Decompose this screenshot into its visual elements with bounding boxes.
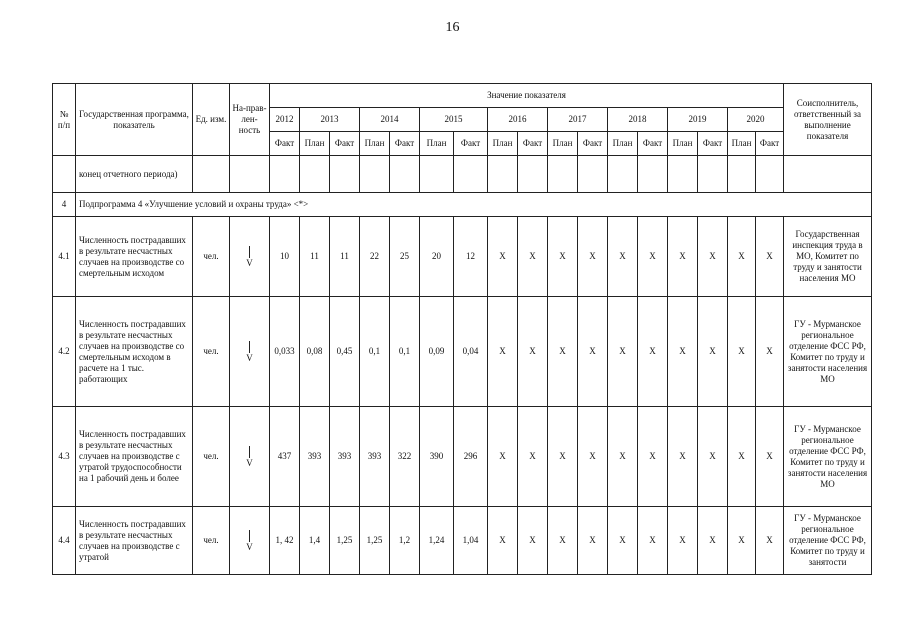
- row-responsible: ГУ - Мурманское региональное отделение ФСС РФ, Комитет по труду и занятости населения МО: [784, 297, 872, 407]
- row-value: X: [608, 507, 638, 575]
- row-value: X: [608, 407, 638, 507]
- year-2019: 2019: [668, 108, 728, 132]
- subprogram-title: Подпрограмма 4 «Улучшение условий и охраны труда» <*>: [76, 193, 872, 217]
- row-value: 1,2: [390, 507, 420, 575]
- direction-down-icon: [230, 407, 270, 507]
- subcolumn-label: План: [608, 132, 638, 156]
- header-program: Государственная программа, показатель: [76, 84, 193, 156]
- row-value: X: [578, 297, 608, 407]
- row-indicator-name: Численность пострадавших в результате несчастных случаев на производстве с утратой: [76, 507, 193, 575]
- row-value: 0,033: [270, 297, 300, 407]
- row-value: X: [518, 407, 548, 507]
- header-direction: На-прав-лен-ность: [230, 84, 270, 156]
- row-value: 393: [360, 407, 390, 507]
- row-value: 20: [420, 217, 454, 297]
- table-row: [53, 297, 872, 407]
- row-value: 1,24: [420, 507, 454, 575]
- row-value: 390: [420, 407, 454, 507]
- subcolumn-label: Факт: [270, 132, 300, 156]
- row-value: X: [756, 217, 784, 297]
- row-value: X: [698, 407, 728, 507]
- subcolumn-label: Факт: [698, 132, 728, 156]
- row-unit: чел.: [193, 297, 230, 407]
- row-value: X: [668, 507, 698, 575]
- row-indicator-name: Численность пострадавших в результате несчастных случаев на производстве со смертельным исходом: [76, 217, 193, 297]
- row-indicator-name: Численность пострадавших в результате несчастных случаев на производстве со смертельным исходом в расчете на 1 тыс. работающих: [76, 297, 193, 407]
- subcolumn-label: План: [488, 132, 518, 156]
- indicator-table: [52, 83, 872, 575]
- row-value: X: [488, 297, 518, 407]
- row-indicator-name: Численность пострадавших в результате несчастных случаев на производстве с утратой трудоспособности на 1 рабочий день и более: [76, 407, 193, 507]
- row-unit: чел.: [193, 217, 230, 297]
- header-row-1: [53, 84, 872, 108]
- subcolumn-label: План: [668, 132, 698, 156]
- direction-down-icon: [230, 297, 270, 407]
- row-value: X: [548, 507, 578, 575]
- page-number: 16: [445, 20, 460, 35]
- header-unit: Ед. изм.: [193, 84, 230, 156]
- row-num: 4.3: [53, 407, 76, 507]
- row-value: 1,25: [360, 507, 390, 575]
- table-row: [53, 217, 872, 297]
- row-value: 0,1: [390, 297, 420, 407]
- row-value: 25: [390, 217, 420, 297]
- row-value: X: [638, 217, 668, 297]
- row-responsible: Государственная инспекция труда в МО, Комитет по труду и занятости населения МО: [784, 217, 872, 297]
- row-value: X: [548, 407, 578, 507]
- row-value: 11: [300, 217, 330, 297]
- table-row: [53, 407, 872, 507]
- row-value: 437: [270, 407, 300, 507]
- row-value: X: [668, 217, 698, 297]
- continuation-row: [53, 156, 872, 193]
- row-value: 1, 42: [270, 507, 300, 575]
- row-responsible: ГУ - Мурманское региональное отделение ФСС РФ, Комитет по труду и занятости: [784, 507, 872, 575]
- row-num: 4.1: [53, 217, 76, 297]
- subcolumn-label: Факт: [454, 132, 488, 156]
- subcolumn-label: План: [360, 132, 390, 156]
- row-value: X: [488, 507, 518, 575]
- row-unit: чел.: [193, 507, 230, 575]
- row-num: 4.4: [53, 507, 76, 575]
- direction-symbol: V: [246, 458, 253, 468]
- subcolumn-label: Факт: [638, 132, 668, 156]
- year-2020: 2020: [728, 108, 784, 132]
- row-value: X: [578, 507, 608, 575]
- row-value: X: [518, 507, 548, 575]
- row-value: 22: [360, 217, 390, 297]
- year-2018: 2018: [608, 108, 668, 132]
- row-value: X: [668, 297, 698, 407]
- row-value: X: [698, 297, 728, 407]
- year-2016: 2016: [488, 108, 548, 132]
- direction-symbol: V: [246, 353, 253, 363]
- row-value: 322: [390, 407, 420, 507]
- direction-bar: [249, 246, 250, 258]
- header-num: № п/п: [53, 84, 76, 156]
- continuation-text: конец отчетного периода): [76, 156, 193, 193]
- subprogram-num: 4: [53, 193, 76, 217]
- row-value: 0,1: [360, 297, 390, 407]
- row-value: X: [756, 407, 784, 507]
- row-value: X: [548, 217, 578, 297]
- row-value: 0,45: [330, 297, 360, 407]
- row-value: X: [728, 217, 756, 297]
- row-value: 0,08: [300, 297, 330, 407]
- row-value: X: [756, 297, 784, 407]
- subcolumn-label: Факт: [518, 132, 548, 156]
- row-value: X: [638, 407, 668, 507]
- row-value: X: [698, 217, 728, 297]
- year-2017: 2017: [548, 108, 608, 132]
- header-value-group: Значение показателя: [270, 84, 784, 108]
- row-value: 1,25: [330, 507, 360, 575]
- row-value: 0,09: [420, 297, 454, 407]
- direction-symbol: V: [246, 542, 253, 552]
- row-value: 393: [300, 407, 330, 507]
- row-value: 1,4: [300, 507, 330, 575]
- row-value: 12: [454, 217, 488, 297]
- subcolumn-label: Факт: [330, 132, 360, 156]
- subcolumn-label: Факт: [578, 132, 608, 156]
- subcolumn-label: Факт: [756, 132, 784, 156]
- row-value: X: [548, 297, 578, 407]
- direction-down-icon: [230, 507, 270, 575]
- subcolumn-label: План: [300, 132, 330, 156]
- row-value: 1,04: [454, 507, 488, 575]
- table-row: [53, 507, 872, 575]
- header-responsible: Соисполнитель, ответственный за выполнение показателя: [784, 84, 872, 156]
- row-value: X: [638, 297, 668, 407]
- row-value: 11: [330, 217, 360, 297]
- year-2013: 2013: [300, 108, 360, 132]
- row-value: X: [608, 217, 638, 297]
- subcolumn-label: План: [728, 132, 756, 156]
- direction-down-icon: [230, 217, 270, 297]
- subcolumn-label: План: [420, 132, 454, 156]
- row-value: 10: [270, 217, 300, 297]
- row-value: 393: [330, 407, 360, 507]
- year-2012: 2012: [270, 108, 300, 132]
- row-value: X: [488, 217, 518, 297]
- row-value: X: [728, 407, 756, 507]
- subcolumn-label: Факт: [390, 132, 420, 156]
- direction-bar: [249, 530, 250, 542]
- direction-symbol: V: [246, 258, 253, 268]
- row-num: 4.2: [53, 297, 76, 407]
- row-value: X: [578, 407, 608, 507]
- row-value: 296: [454, 407, 488, 507]
- row-value: X: [608, 297, 638, 407]
- row-value: X: [518, 297, 548, 407]
- row-value: X: [728, 507, 756, 575]
- row-unit: чел.: [193, 407, 230, 507]
- subcolumn-label: План: [548, 132, 578, 156]
- year-2014: 2014: [360, 108, 420, 132]
- row-value: X: [578, 217, 608, 297]
- row-value: X: [698, 507, 728, 575]
- row-value: X: [668, 407, 698, 507]
- row-value: X: [728, 297, 756, 407]
- row-value: X: [638, 507, 668, 575]
- year-2015: 2015: [420, 108, 488, 132]
- direction-bar: [249, 341, 250, 353]
- row-value: 0,04: [454, 297, 488, 407]
- row-value: X: [518, 217, 548, 297]
- row-value: X: [488, 407, 518, 507]
- row-responsible: ГУ - Мурманское региональное отделение ФСС РФ, Комитет по труду и занятости населения МО: [784, 407, 872, 507]
- subprogram-row: [53, 193, 872, 217]
- direction-bar: [249, 446, 250, 458]
- row-value: X: [756, 507, 784, 575]
